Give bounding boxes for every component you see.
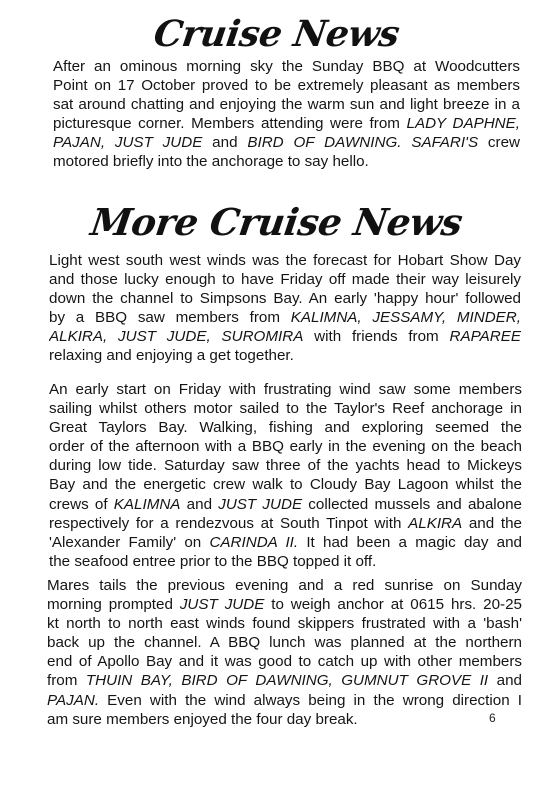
text-segment: relaxing and enjoying a get together. (49, 347, 294, 365)
more-cruise-news-heading: More Cruise News (88, 200, 466, 244)
text-segment: motored briefly into the anchorage to say hello. (53, 153, 369, 171)
text-segment: sailing whilst others motor sailed to the Taylor's Reef anchorage in (49, 400, 522, 418)
text-segment: picturesque corner. Members attending were from (53, 115, 407, 133)
text-line (49, 289, 521, 308)
text-line (53, 152, 520, 171)
boat-name-text: ALKIRA, JUST JUDE, SUROMIRA (49, 328, 304, 346)
boat-name-text: LADY DAPHNE, (406, 115, 520, 133)
text-line (53, 114, 520, 133)
text-line (47, 633, 522, 652)
boat-name-text: CARINDA II. (209, 533, 299, 551)
text-line (49, 327, 521, 346)
text-segment: 'Alexander Family' on (49, 533, 210, 551)
text-line (49, 437, 522, 456)
text-line (49, 346, 521, 365)
text-line (49, 552, 522, 571)
text-segment: order of the afternoon with a BBQ early in the evening on the beach (49, 438, 522, 456)
text-line (49, 475, 522, 494)
text-line (47, 595, 522, 614)
boat-name-text: RAPAREE (449, 328, 521, 346)
apollo-bay-paragraph (47, 576, 522, 729)
text-segment: After an ominous morning sky the Sunday BBQ at Woodcutters (53, 58, 520, 75)
text-line (49, 270, 521, 289)
boat-name-text: JUST JUDE (179, 596, 265, 614)
text-segment: crew (478, 134, 520, 152)
boat-name-text: ALKIRA (408, 514, 463, 532)
text-line (47, 652, 522, 671)
boat-name-text: BIRD OF DAWNING. (247, 134, 402, 152)
text-line (47, 671, 522, 690)
text-segment: and (488, 672, 522, 690)
text-segment: end of Apollo Bay and it was good to catch up with other members (47, 653, 522, 671)
text-segment: An early start on Friday with frustrating wind saw some members (49, 381, 522, 398)
text-segment: the seafood entree prior to the BBQ topped it off. (49, 552, 377, 570)
text-segment: during low tide. Saturday saw three of the yachts head to Mickeys (49, 457, 522, 475)
text-segment: collected mussels and abalone (302, 495, 522, 513)
text-line (49, 495, 522, 514)
page-number: 6 (489, 711, 496, 725)
text-line (49, 308, 521, 327)
text-line (49, 418, 522, 437)
cruise-news-heading: Cruise News (151, 13, 402, 55)
text-segment: Great Taylors Bay. Walking, fishing and exploring seemed the (49, 419, 522, 437)
text-segment: respectively for a rendezvous at South Tinpot with (49, 514, 409, 532)
text-segment: Even with the wind always being in the wrong direction I (99, 691, 522, 709)
text-segment: and (202, 134, 248, 152)
boat-name-text: PAJAN. (47, 691, 100, 709)
text-segment: Mares tails the previous evening and a red sunrise on Sunday (47, 577, 522, 594)
text-segment: and (180, 495, 219, 513)
boat-name-text: JUST JUDE (218, 495, 303, 513)
text-line (53, 76, 520, 95)
text-segment (401, 134, 411, 151)
text-line (49, 399, 522, 418)
text-segment: with friends from (303, 328, 450, 346)
text-segment: Light west south west winds was the forecast for Hobart Show Day (49, 252, 521, 269)
text-segment: It had been a magic day and (298, 533, 522, 551)
text-line (47, 576, 522, 595)
woodcutters-bbq-paragraph (53, 57, 520, 172)
boat-name-text: KALIMNA, JESSAMY, MINDER, (290, 309, 521, 327)
boat-name-text: SAFARI'S (411, 134, 479, 152)
text-line (53, 95, 520, 114)
boat-name-text: KALIMNA (113, 495, 181, 513)
text-segment: am sure members enjoyed the four day break. (47, 710, 358, 728)
text-line (53, 133, 520, 152)
text-segment: crews of (49, 495, 114, 513)
simpsons-bay-paragraph (49, 251, 521, 366)
text-line (47, 710, 522, 729)
text-segment: and the (462, 514, 522, 532)
text-line (49, 251, 521, 270)
boat-name-text: PAJAN, JUST JUDE (53, 134, 203, 152)
text-segment: by a BBQ saw members from (49, 309, 291, 327)
text-line (47, 614, 522, 633)
text-segment: morning prompted (47, 596, 180, 614)
text-segment: Point on 17 October proved to be extremely pleasant as members (53, 77, 520, 95)
text-segment: sat around chatting and enjoying the warm sun and light breeze in a (53, 96, 520, 114)
text-segment: and those lucky enough to have Friday off made their way leisurely (49, 271, 521, 289)
text-line (49, 380, 522, 399)
text-line (49, 533, 522, 552)
text-segment: from (47, 672, 86, 690)
boat-name-text: THUIN BAY, BIRD OF DAWNING, GUMNUT GROVE II (85, 672, 489, 690)
text-segment: Bay and the energetic crew walk to Cloudy Bay Lagoon whilst the (49, 476, 522, 494)
text-segment: down the channel to Simpsons Bay. An early 'happy hour' followed (49, 290, 521, 308)
text-segment: kt north to north east winds found skippers frustrated with a 'bash' (47, 615, 522, 633)
taylors-reef-paragraph (49, 380, 522, 571)
text-segment: to weigh anchor at 0615 hrs. 20-25 (264, 596, 522, 614)
text-line (47, 691, 522, 710)
text-line (53, 57, 520, 76)
text-line (49, 514, 522, 533)
text-segment: back up the channel. A BBQ lunch was planned at the northern (47, 634, 522, 652)
text-line (49, 456, 522, 475)
